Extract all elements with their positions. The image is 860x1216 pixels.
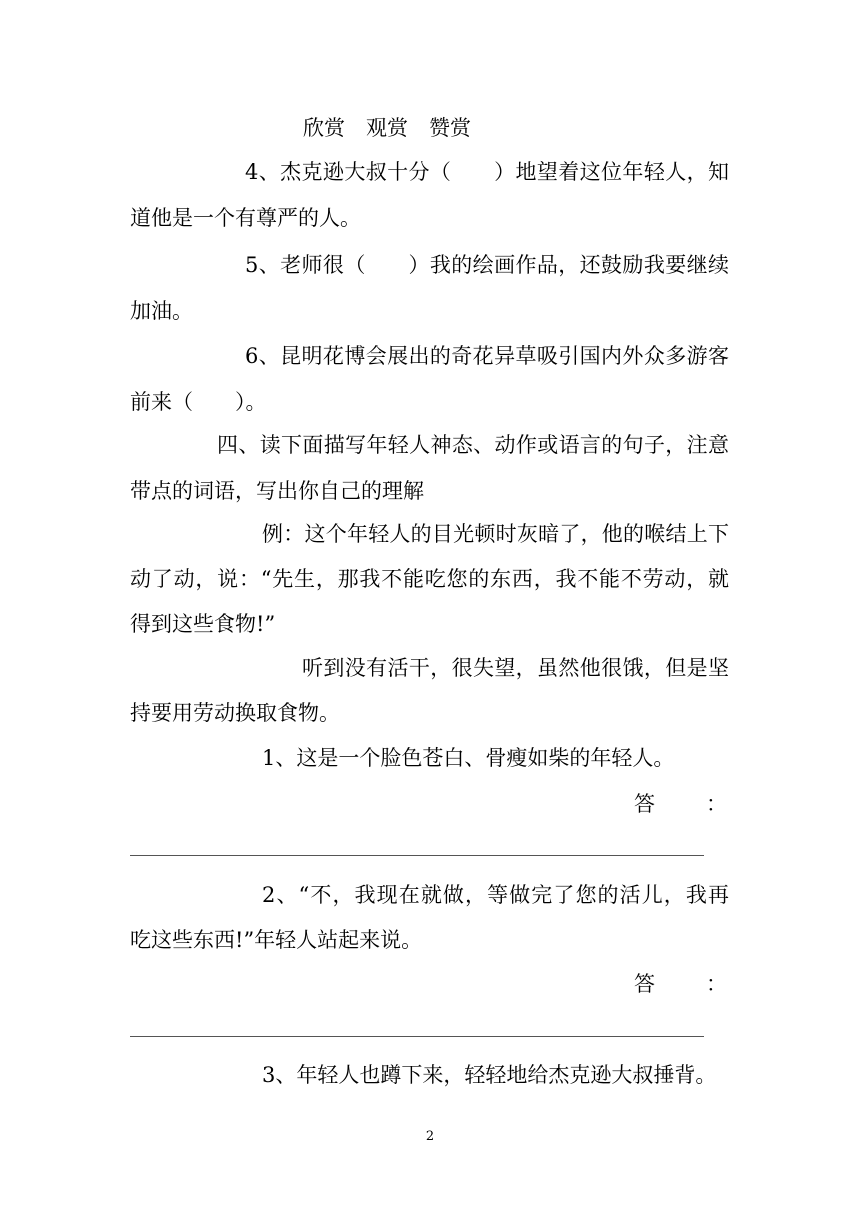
- question-6-line-1: 6、昆明花博会展出的奇花异草吸引国内外众多游客: [245, 344, 729, 368]
- question-6-line-2: 前来（ ）。: [130, 390, 267, 414]
- word-choices: 欣赏 观赏 赞赏: [303, 116, 471, 140]
- section-4-heading-line-2: 带点的词语，写出你自己的理解: [130, 479, 424, 503]
- example-line-3: 得到这些食物!”: [130, 612, 276, 636]
- question-4-line-2: 道他是一个有尊严的人。: [130, 206, 361, 230]
- example-line-1: 例：这个年轻人的目光顿时灰暗了，他的喉结上下: [262, 522, 729, 546]
- question-5-line-2: 加油。: [130, 299, 193, 323]
- item-2-answer-label: 答: [634, 972, 655, 996]
- answer-1-line: [130, 855, 704, 856]
- question-4-line-1: 4、杰克逊大叔十分（ ）地望着这位年轻人，知: [245, 160, 729, 184]
- example-answer-line-1: 听到没有活干，很失望，虽然他很饿，但是坚: [302, 656, 729, 680]
- item-2-answer-colon: ：: [706, 972, 727, 996]
- example-answer-line-2: 持要用劳动换取食物。: [130, 701, 340, 725]
- item-1-answer-colon: ：: [706, 792, 727, 816]
- item-2-line-2: 吃这些东西!”年轻人站起来说。: [130, 928, 423, 952]
- page-number: 2: [425, 1129, 435, 1144]
- item-1-text: 1、这是一个脸色苍白、骨瘦如柴的年轻人。: [262, 746, 675, 770]
- item-1-answer-label: 答: [634, 792, 655, 816]
- example-line-2: 动了动，说：“先生，那我不能吃您的东西，我不能不劳动，就: [130, 567, 729, 591]
- item-3-text: 3、年轻人也蹲下来，轻轻地给杰克逊大叔捶背。: [262, 1063, 717, 1087]
- question-5-line-1: 5、老师很（ ）我的绘画作品，还鼓励我要继续: [245, 253, 729, 277]
- answer-2-line: [130, 1036, 704, 1037]
- section-4-heading-line-1: 四、读下面描写年轻人神态、动作或语言的句子，注意: [217, 433, 729, 457]
- item-2-line-1: 2、“不，我现在就做，等做完了您的活儿，我再: [262, 883, 729, 907]
